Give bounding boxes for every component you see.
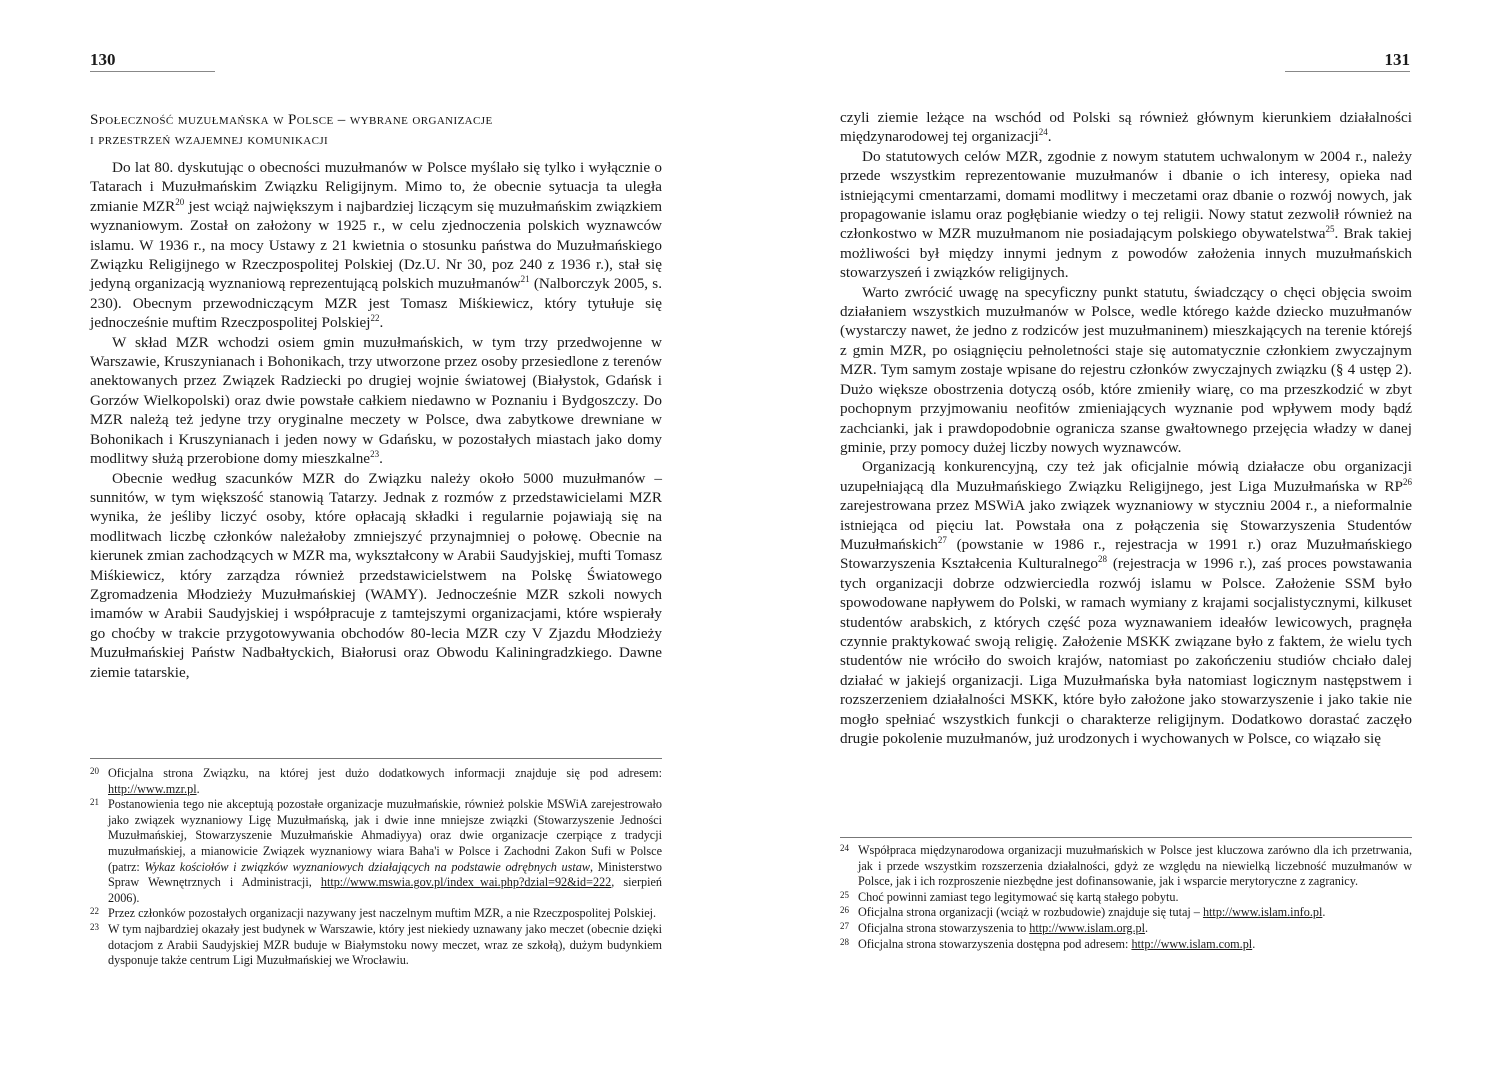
footnote-26: 26 Oficjalna strona organizacji (wciąż w rozbudowie) znajduje się tutaj – http://www.islam.info.pl.: [840, 905, 1326, 920]
footnote-ref[interactable]: 27: [937, 534, 947, 545]
footnote-ref[interactable]: 26: [1403, 476, 1412, 487]
right-page: [750, 0, 1500, 1072]
paragraph: Do statutowych celów MZR, zgodnie z nowym statutem uchwalonym w 2004 r., należy przede wszystkim reprezentowanie muzułmanów i dbanie o ich interesy, opieka nad istniejącymi cmentarzami, domami modlitwy i meczetami oraz dbanie o rozwój nowych, jak propagowanie islamu oraz pogłębianie wiedzy o tej religii. Nowy statut zezwolił również na członkostwo w MZR muzułmanom nie posiadającym polskiego obywatelstwa$^{25}$. Brak takiej możliwości był między innymi jednym z powodów założenia innych muzułmańskich stowarzyszeń i związków religijnych.: [840, 147, 1412, 282]
right-footnotes: [840, 843, 1412, 952]
footnote-link[interactable]: http://www.islam.com.pl: [1131, 936, 1253, 951]
footnote-ref[interactable]: 25: [1325, 224, 1335, 235]
paragraph: czyli ziemie leżące na wschód od Polski są również głównym kierunkiem działalności międzynarodowej tej organizacji$^{24}$.: [840, 109, 1412, 146]
footnote-22: 22 Przez członków pozostałych organizacji nazywany jest naczelnym muftim MZR, a nie Rzeczpospolitej Polskiej.: [90, 906, 657, 921]
footnote-ref[interactable]: 28: [1098, 554, 1107, 565]
section-title: [90, 110, 660, 150]
footnote-link[interactable]: http://www.mswia.gov.pl/index_wai.php?dzial=92&id=222: [320, 875, 612, 890]
footnote-link[interactable]: http://www.islam.org.pl: [1029, 920, 1146, 935]
right-body-text: [840, 108, 1412, 748]
footnote-link[interactable]: http://www.islam.info.pl: [1202, 905, 1323, 920]
header-rule-right: [1285, 71, 1410, 72]
footnote-24: 24 Współpraca międzynarodowa organizacji muzułmańskich w Polsce jest kluczowa zarówno dla ich przetrwania, jak i przede wszystkim rozszerzenia działalności, gdyż ze względu na niewielką liczebność muzułmanów w Polsce, jak i ich rozproszenie niezbędne jest dofinansowanie, jak i wsparcie merytoryczne z zagranicy.: [840, 843, 1412, 889]
page-number-right: 131: [1384, 50, 1410, 69]
paragraph: Do lat 80. dyskutując o obecności muzułmanów w Polsce myślało się tylko i wyłącznie o Tatarach i Muzułmańskim Związku Religijnym. Mimo to, że obecnie sytuacja ta uległa zmianie MZR$^{20}$ jest wciąż największym i najbardziej liczącym się muzułmańskim związkiem wyznaniowym. Został on założony w 1925 r., w celu zjednoczenia polskich wyznawców islamu. W 1936 r., na mocy Ustawy z 21 kwietnia o stosunku państwa do Muzułmańskiego Związku Religijnego w Rzeczpospolitej Polskiej (Dz.U. Nr 30, poz 240 z 1936 r.), stał się jedyną organizacją wyznaniową reprezentującą polskich muzułmanów$^{21}$ (Nalborczyk 2005, s. 230). Obecnym przewodniczącym MZR jest Tomasz Miśkiewicz, który tytułuje się jednocześnie muftim Rzeczpospolitej Polskiej$^{22}$.: [90, 159, 663, 332]
footnote-27: 27 Oficjalna strona stowarzyszenia to http://www.islam.org.pl.: [840, 920, 1149, 935]
footnote-ref[interactable]: 21: [520, 274, 530, 285]
paragraph: W skład MZR wchodzi osiem gmin muzułmańskich, w tym trzy przedwojenne w Warszawie, Kruszynianach i Bohonikach, trzy utworzone przez osoby przesiedlone z terenów anektowanych przez Związek Radziecki po drugiej wojnie światowej (Białystok, Gdańsk i Gorzów Wielkopolski) oraz dwie powstałe całkiem niedawno w Poznaniu i Bydgoszczy. Do MZR należą też jedyne trzy oryginalne meczety w Polsce, dwa zabytkowe drewniane w Bohonikach i Kruszynianach i jeden nowy w Gdańsku, w pozostałych miastach jako domy modlitwy służą przerobione domy mieszkalne$^{23}$.: [90, 333, 662, 468]
footnote-25: 25 Choć powinni zamiast tego legitymować się kartą stałego pobytu.: [840, 889, 1179, 904]
footnote-link[interactable]: http://www.mzr.pl: [108, 781, 197, 796]
paragraph: Obecnie według szacunków MZR do Związku należy około 5000 muzułmanów – sunnitów, w tym większość stanowią Tatarzy. Jednak z rozmów z przedstawicielami MZR wynika, że jeśliby liczyć osoby, które opłacają składki i regularnie pojawiają się na modlitwach liczbę członków należałoby zmniejszyć przynajmniej o połowę. Obecnie na kierunek zmian zachodzących w MZR ma, wykształcony w Arabii Saudyjskiej, mufti Tomasz Miśkiewicz, który zarządza również przedstawicielstwem na Polskę Światowego Zgromadzenia Młodzieży Muzułmańskiej (WAMY). Jednocześnie MZR szkoli nowych imamów w Arabii Saudyjskiej i współpracuje z tamtejszymi organizacjami, które wspierały go choćby w trakcie przygotowywania obchodów 80-lecia MZR czy V Zjazdu Młodzieży Muzułmańskiej Państw Nadbałtyckich, Białorusi oraz Obwodu Kaliningradzkiego. Dawne ziemie tatarskie,: [90, 469, 662, 681]
left-body-text: [90, 158, 662, 682]
section-title-line-2: i przestrzeń wzajemnej komunikacji: [90, 132, 329, 148]
footnote-28: 28 Oficjalna strona stowarzyszenia dostępna pod adresem: http://www.islam.com.pl.: [840, 936, 1256, 951]
footnote-23: 23 W tym najbardziej okazały jest budynek w Warszawie, który jest niekiedy uznawany jako meczet (obecnie dzięki dotacjom z Arabii Saudyjskiej MZR buduje w Białymstoku nowy meczet, wraz ze szkołą), dużym budynkiem dysponuje także centrum Ligi Muzułmańskiej we Wrocławiu.: [90, 921, 662, 968]
paragraph: Organizacją konkurencyjną, czy też jak oficjalnie mówią działacze obu organizacji uzupełniającą dla Muzułmańskiego Związku Religijnego, jest Liga Muzułmańska w RP$^{26}$ zarejestrowana przez MSWiA jako związek wyznaniowy w styczniu 2004 r., a nieformalnie istniejąca od pięciu lat. Powstała ona z połączenia się Stowarzyszenia Studentów Muzułmańskich$^{27}$ (powstanie w 1986 r., rejestracja w 1991 r.) oraz Muzułmańskiego Stowarzyszenia Kształcenia Kulturalnego$^{28}$ (rejestracja w 1996 r.), zaś proces powstawania tych organizacji dobrze odzwierciedla rozwój islamu w Polsce. Założenie SSM było spowodowane napływem do Polski, w ramach wymiany z krajami socjalistycznymi, kilkuset studentów arabskich, z których część poza wyznawaniem ideałów lewicowych, pragnęła czynnie praktykować swoją religię. Założenie MSKK związane było z faktem, że wielu tych studentów nie wróciło do swoich krajów, natomiast po zakończeniu studiów chciało dalej działać w jakiejś organizacji. Liga Muzułmańska była natomiast logicznym następstwem i rozszerzeniem działalności MSKK, które było założone jako stowarzyszenie i jako takie nie mogło spełniać wszystkich funkcji o charakterze religijnym. Dodatkowo dorastać zaczęło drugie pokolenie muzułmanów, już urodzonych i wychowanych w Polsce, co wiązało się: [840, 458, 1413, 747]
footnote-ref[interactable]: 22: [370, 313, 380, 324]
footnote-ref[interactable]: 24: [1038, 127, 1048, 138]
section-title-line-1: Społeczność muzułmańska w Polsce – wybrane organizacje: [90, 112, 493, 128]
footnote-20: 20 Oficjalna strona Związku, na której jest dużo dodatkowych informacji znajduje się pod adresem: http://www.mzr.pl.: [90, 766, 662, 796]
paragraph: Warto zwrócić uwagę na specyficzny punkt statutu, świadczący o chęci objęcia swoim działaniem wszystkich muzułmanów w Polsce, wedle którego każde dziecko muzułmanów (wystarczy nawet, że jedno z rodziców jest muzułmaninem) mieszkających na terenie którejś z gmin MZR, po osiągnięciu pełnoletności staje się automatycznie członkiem zwyczajnym MZR. Tym samym zostaje wpisane do rejestru członków zwyczajnych związku (§ 4 ustęp 2). Dużo większe obostrzenia dotyczą osób, które zmieniły wiarę, co ma przeszkodzić w zbyt pochopnym przyjmowaniu neofitów zmieniających wyznanie pod wpływem mody bądź zachcianki, jak i prawdopodobnie ogranicza szanse gwałtownego przejęcia władzy w danej gminie, przy pomocy dużej liczby nowych wyznawców.: [840, 283, 1412, 456]
footnote-ref[interactable]: 20: [175, 196, 185, 207]
left-footnotes: [90, 766, 662, 969]
page-number-left: 130: [90, 50, 116, 69]
footnote-rule-right: [840, 837, 1412, 838]
footnote-ref[interactable]: 23: [370, 449, 380, 460]
header-rule-left: [90, 71, 215, 72]
footnote-21: 21 Postanowienia tego nie akceptują pozostałe organizacje muzułmańskie, również polskie MSWiA zarejestrowało jako związek wyznaniowy Ligę Muzułmańską, jak i dwie inne mniejsze związki (Stowarzyszenie Jedności Muzułmańskiej, Stowarzyszenie Muzułmańskie Ahmadiyya) oraz dwie organizacje czerpiące z tradycji muzułmańskiej, a mianowicie Związek wyznaniowy wiara Baha'i w Polsce i Zachodni Zakon Sufi w Polsce (patrz: Wykaz kościołów i związków wyznaniowych działających na podstawie odrębnych ustaw, Ministerstwo Spraw Wewnętrznych i Administracji, http://www.mswia.gov.pl/index_wai.php?dzial=92&id=222, sierpień 2006).: [90, 797, 662, 905]
footnote-rule-left: [90, 758, 662, 759]
